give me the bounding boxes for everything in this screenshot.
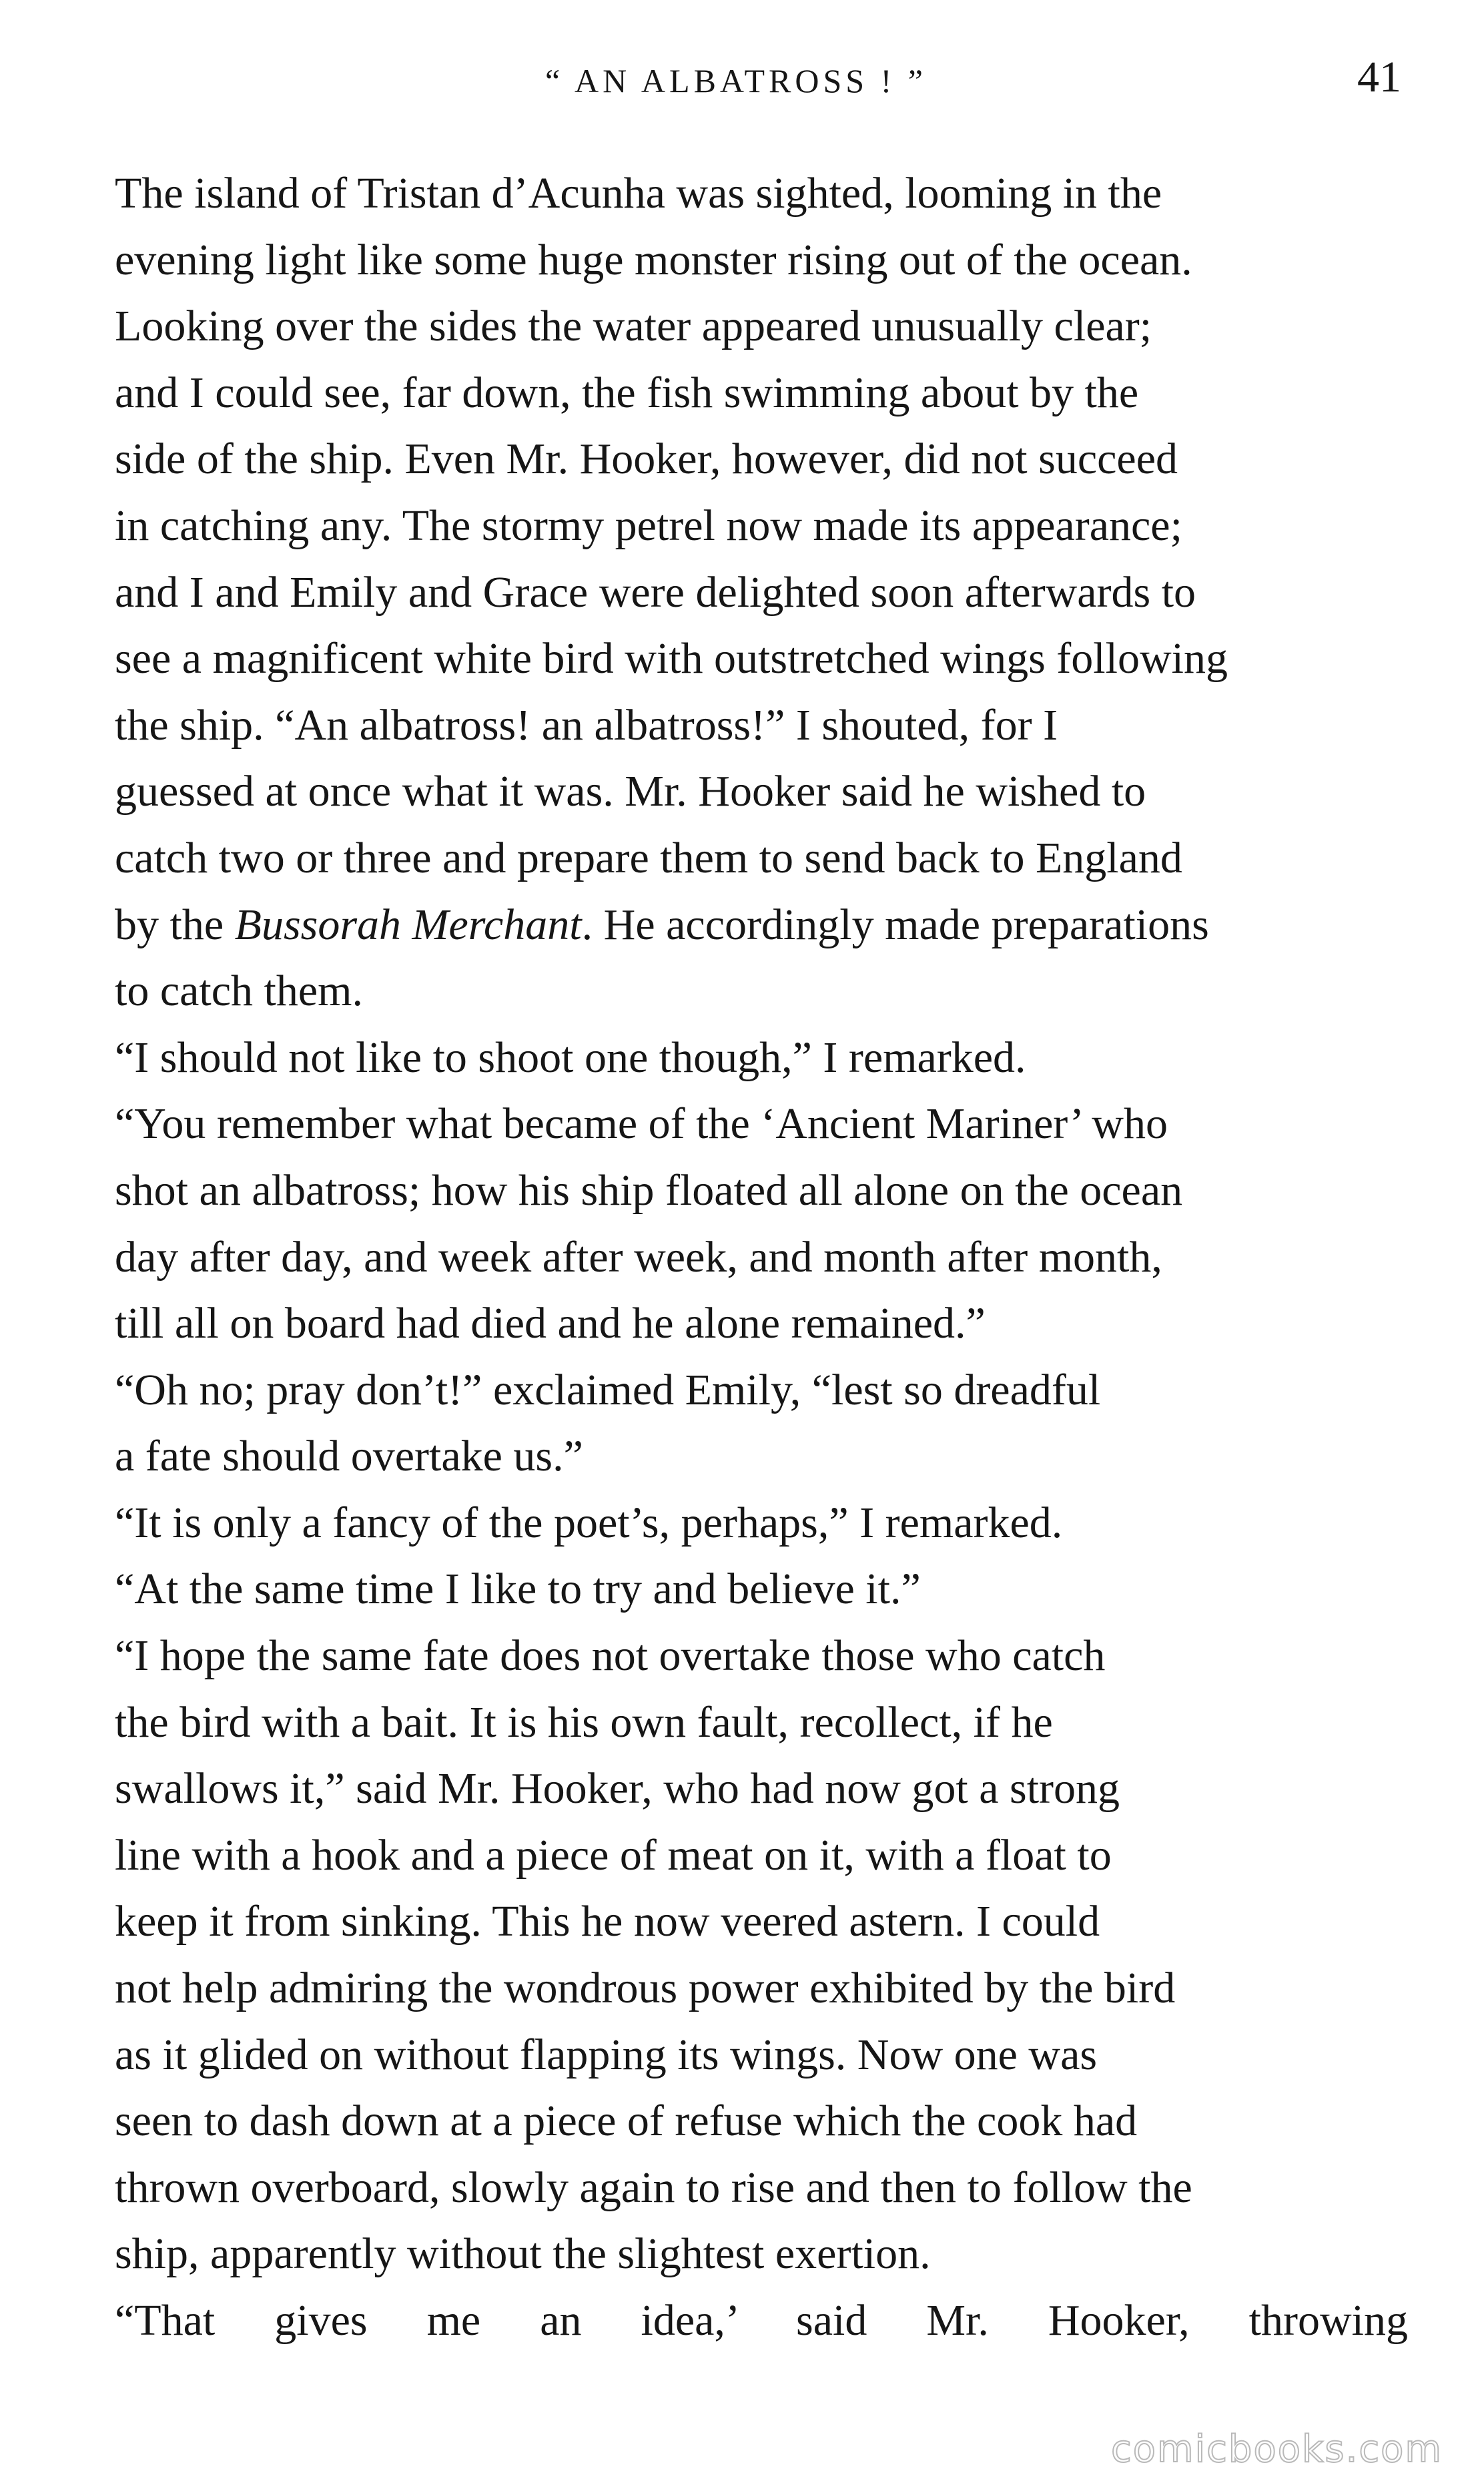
paragraph bbox=[64, 1490, 1408, 1623]
running-head bbox=[64, 52, 1408, 132]
text-line: The island of Tristan d’Acunha was sighted, looming in the bbox=[115, 169, 1162, 218]
paragraph bbox=[64, 160, 1408, 1025]
text-line: evening light like some huge monster rising out of the ocean. bbox=[115, 235, 1192, 284]
text-line: not help admiring the wondrous power exhibited by the bird bbox=[115, 1964, 1176, 2013]
text-line: “Oh no; pray don’t!” exclaimed Emily, “lest so dreadful bbox=[115, 1365, 1101, 1414]
ship-name: Bussorah Merchant bbox=[234, 900, 582, 949]
text-line: thrown overboard, slowly again to rise and then to follow the bbox=[115, 2163, 1192, 2212]
watermark: comicbooks.com bbox=[1110, 2428, 1443, 2471]
text-line: guessed at once what it was. Mr. Hooker said he wished to bbox=[115, 767, 1146, 816]
text-line: and I could see, far down, the fish swimming about by the bbox=[115, 368, 1139, 417]
page-number: 41 bbox=[1357, 53, 1401, 101]
text-line: “It is only a fancy of the poet’s, perhaps,” I remarked. bbox=[115, 1498, 1063, 1547]
text-line: shot an albatross; how his ship floated all alone on the ocean bbox=[115, 1165, 1183, 1215]
running-title: “ AN ALBATROSS ! ” bbox=[545, 62, 927, 99]
body-text bbox=[64, 160, 1408, 2354]
text-line: ship, apparently without the slightest exertion. bbox=[115, 2229, 931, 2279]
text-line: a fate should overtake us.” bbox=[115, 1432, 583, 1481]
text-line: in catching any. The stormy petrel now made its appearance; bbox=[115, 501, 1182, 550]
text-line: swallows it,” said Mr. Hooker, who had now got a strong bbox=[115, 1764, 1120, 1814]
text-line: keep it from sinking. This he now veered astern. I could bbox=[115, 1897, 1100, 1946]
text-line: the ship. “An albatross! an albatross!” I shouted, for I bbox=[115, 700, 1058, 750]
text-line: “That gives me an idea,’ said Mr. Hooker, throwing bbox=[115, 2296, 1408, 2345]
text-line: catch two or three and prepare them to send back to England bbox=[115, 833, 1182, 882]
text-line: the bird with a bait. It is his own fault, recollect, if he bbox=[115, 1697, 1053, 1747]
text-line: Looking over the sides the water appeared unusually clear; bbox=[115, 302, 1152, 351]
text-line: line with a hook and a piece of meat on it, with a float to bbox=[115, 1830, 1112, 1880]
text-line: see a magnificent white bird with outstretched wings following bbox=[115, 634, 1228, 683]
text-line: by the Bussorah Merchant. He accordingly made preparations bbox=[115, 900, 1209, 949]
paragraph bbox=[64, 1357, 1408, 1490]
text-line: as it glided on without flapping its wings. Now one was bbox=[115, 2030, 1098, 2079]
text-line: side of the ship. Even Mr. Hooker, however, did not succeed bbox=[115, 435, 1178, 484]
text-line: and I and Emily and Grace were delighted soon afterwards to bbox=[115, 567, 1196, 617]
paragraph bbox=[64, 1623, 1408, 2287]
text-line: to catch them. bbox=[115, 966, 364, 1016]
text-line: “I hope the same fate does not overtake those who catch bbox=[115, 1631, 1106, 1681]
text-line: day after day, and week after week, and month after month, bbox=[115, 1232, 1162, 1282]
text-line: “You remember what became of the ‘Ancient Mariner’ who bbox=[115, 1099, 1168, 1149]
paragraph bbox=[64, 1025, 1408, 1357]
text-line: “I should not like to shoot one though,” I remarked. bbox=[115, 1033, 1026, 1082]
text-line: “At the same time I like to try and believe it.” bbox=[115, 1565, 921, 1614]
text-line: till all on board had died and he alone remained.” bbox=[115, 1299, 986, 1348]
text-line: seen to dash down at a piece of refuse which the cook had bbox=[115, 2097, 1138, 2146]
paragraph bbox=[64, 2287, 1408, 2354]
